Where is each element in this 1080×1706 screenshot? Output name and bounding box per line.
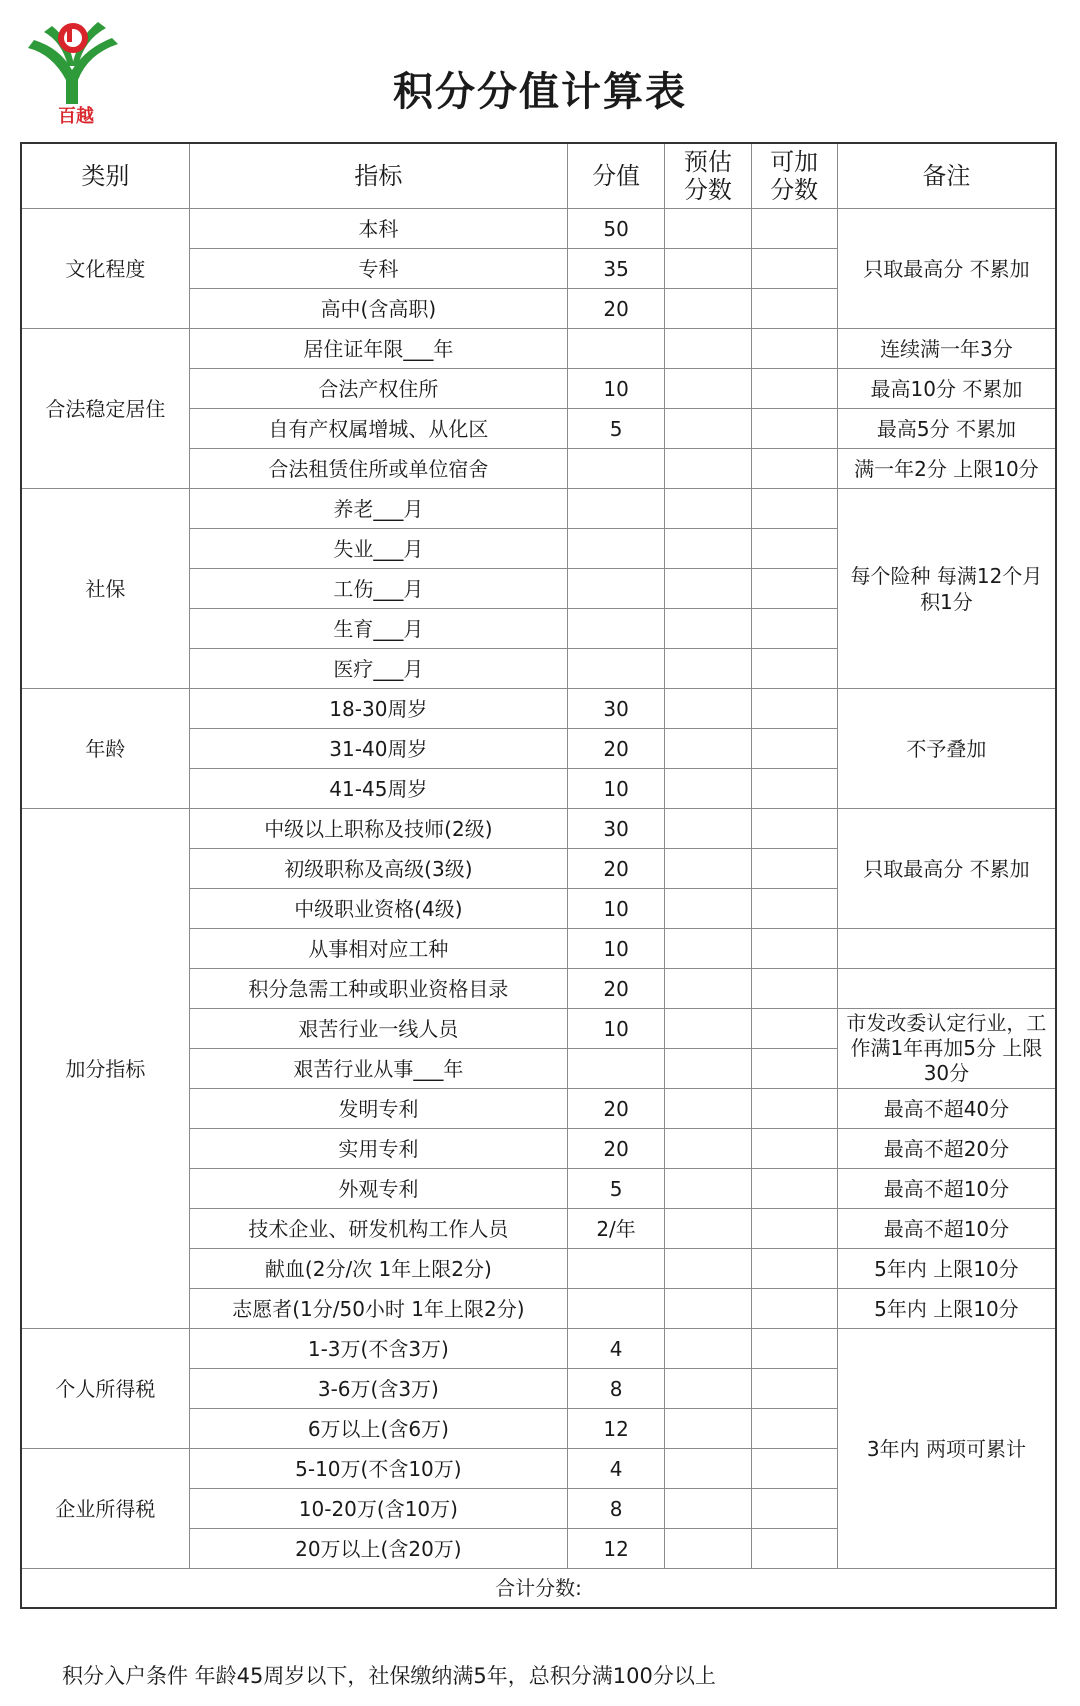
estimate-cell[interactable] [665, 409, 751, 449]
score-cell [567, 489, 664, 529]
header-note: 备注 [837, 143, 1056, 209]
category-personal-tax: 个人所得税 [21, 1329, 189, 1449]
estimate-cell[interactable] [665, 1449, 751, 1489]
indicator-cell: 中级职业资格(4级) [189, 889, 567, 929]
estimate-cell[interactable] [665, 1249, 751, 1289]
score-cell: 10 [567, 929, 664, 969]
category-corporate-tax: 企业所得税 [21, 1449, 189, 1569]
score-cell: 8 [567, 1369, 664, 1409]
score-cell [567, 529, 664, 569]
extra-cell[interactable] [751, 929, 837, 969]
indicator-cell: 合法租赁住所或单位宿舍 [189, 449, 567, 489]
indicator-cell: 6万以上(含6万) [189, 1409, 567, 1449]
indicator-cell: 专科 [189, 249, 567, 289]
category-social: 社保 [21, 489, 189, 689]
note-cell: 最高不超40分 [837, 1089, 1056, 1129]
indicator-cell: 生育___月 [189, 609, 567, 649]
total-label: 合计分数: [21, 1569, 1056, 1609]
extra-cell[interactable] [751, 1489, 837, 1529]
indicator-cell: 20万以上(含20万) [189, 1529, 567, 1569]
score-cell: 20 [567, 289, 664, 329]
score-cell: 20 [567, 849, 664, 889]
score-cell [567, 649, 664, 689]
table-row [21, 689, 1056, 729]
note-cell: 最高不超20分 [837, 1129, 1056, 1169]
score-cell: 5 [567, 409, 664, 449]
category-residence: 合法稳定居住 [21, 329, 189, 489]
indicator-cell: 10-20万(含10万) [189, 1489, 567, 1529]
table-row [21, 809, 1056, 849]
estimate-cell[interactable] [665, 1049, 751, 1089]
extra-cell[interactable] [751, 1369, 837, 1409]
extra-cell[interactable] [751, 1209, 837, 1249]
table-row [21, 1329, 1056, 1369]
score-cell: 4 [567, 1329, 664, 1369]
extra-cell[interactable] [751, 1329, 837, 1369]
score-cell [567, 609, 664, 649]
table-row [21, 329, 1056, 369]
extra-cell[interactable] [751, 249, 837, 289]
note-cell: 满一年2分 上限10分 [837, 449, 1056, 489]
score-cell [567, 1049, 664, 1089]
score-cell: 5 [567, 1169, 664, 1209]
score-cell: 10 [567, 1009, 664, 1049]
indicator-cell: 实用专利 [189, 1129, 567, 1169]
estimate-cell[interactable] [665, 1169, 751, 1209]
score-cell: 30 [567, 689, 664, 729]
score-cell: 4 [567, 1449, 664, 1489]
category-age: 年龄 [21, 689, 189, 809]
score-cell [567, 569, 664, 609]
extra-cell[interactable] [751, 329, 837, 369]
estimate-cell[interactable] [665, 1009, 751, 1049]
estimate-cell[interactable] [665, 369, 751, 409]
header-score: 分值 [567, 143, 664, 209]
estimate-cell[interactable] [665, 729, 751, 769]
estimate-cell[interactable] [665, 969, 751, 1009]
indicator-cell: 合法产权住所 [189, 369, 567, 409]
indicator-cell: 养老___月 [189, 489, 567, 529]
score-cell: 8 [567, 1489, 664, 1529]
table-row [21, 209, 1056, 249]
indicator-cell: 3-6万(含3万) [189, 1369, 567, 1409]
score-cell: 10 [567, 369, 664, 409]
extra-cell[interactable] [751, 1409, 837, 1449]
score-cell: 10 [567, 889, 664, 929]
estimate-cell[interactable] [665, 889, 751, 929]
estimate-cell[interactable] [665, 1289, 751, 1329]
extra-cell[interactable] [751, 1289, 837, 1329]
extra-cell[interactable] [751, 1049, 837, 1089]
score-cell [567, 1249, 664, 1289]
note-cell [837, 969, 1056, 1009]
score-cell [567, 449, 664, 489]
indicator-cell: 艰苦行业一线人员 [189, 1009, 567, 1049]
indicator-cell: 发明专利 [189, 1089, 567, 1129]
estimate-cell[interactable] [665, 489, 751, 529]
estimate-cell[interactable] [665, 849, 751, 889]
extra-cell[interactable] [751, 569, 837, 609]
extra-cell[interactable] [751, 1449, 837, 1489]
estimate-cell[interactable] [665, 1209, 751, 1249]
extra-cell[interactable] [751, 1089, 837, 1129]
indicator-cell: 1-3万(不含3万) [189, 1329, 567, 1369]
note-cell: 最高不超10分 [837, 1169, 1056, 1209]
indicator-cell: 本科 [189, 209, 567, 249]
category-education: 文化程度 [21, 209, 189, 329]
extra-cell[interactable] [751, 289, 837, 329]
indicator-cell: 中级以上职称及技师(2级) [189, 809, 567, 849]
category-bonus: 加分指标 [21, 809, 189, 1329]
note-cell: 最高10分 不累加 [837, 369, 1056, 409]
extra-cell[interactable] [751, 969, 837, 1009]
extra-cell[interactable] [751, 1529, 837, 1569]
footer-note: 积分入户条件 年龄45周岁以下，社保缴纳满5年，总积分满100分以上 [62, 1664, 716, 1688]
estimate-cell[interactable] [665, 1089, 751, 1129]
note-cell: 只取最高分 不累加 [837, 809, 1056, 929]
estimate-cell[interactable] [665, 689, 751, 729]
indicator-cell: 5-10万(不含10万) [189, 1449, 567, 1489]
estimate-cell[interactable] [665, 1489, 751, 1529]
extra-cell[interactable] [751, 809, 837, 849]
estimate-cell[interactable] [665, 1329, 751, 1369]
estimate-cell[interactable] [665, 449, 751, 489]
indicator-cell: 自有产权属增城、从化区 [189, 409, 567, 449]
page-title: 积分分值计算表 [393, 69, 687, 115]
note-cell: 3年内 两项可累计 [837, 1329, 1056, 1569]
estimate-cell[interactable] [665, 289, 751, 329]
estimate-cell[interactable] [665, 249, 751, 289]
header-row [21, 143, 1056, 209]
indicator-cell: 31-40周岁 [189, 729, 567, 769]
estimate-cell[interactable] [665, 209, 751, 249]
extra-cell[interactable] [751, 689, 837, 729]
extra-cell[interactable] [751, 489, 837, 529]
indicator-cell: 高中(含高职) [189, 289, 567, 329]
header-estimate: 预估分数 [665, 143, 751, 209]
indicator-cell: 18-30周岁 [189, 689, 567, 729]
indicator-cell: 艰苦行业从事___年 [189, 1049, 567, 1089]
score-cell: 12 [567, 1529, 664, 1569]
estimate-cell[interactable] [665, 1409, 751, 1449]
score-cell: 20 [567, 1089, 664, 1129]
score-cell: 20 [567, 969, 664, 1009]
estimate-cell[interactable] [665, 609, 751, 649]
score-cell: 35 [567, 249, 664, 289]
header-indicator: 指标 [189, 143, 567, 209]
logo-text: 百越 [58, 106, 94, 126]
extra-cell[interactable] [751, 409, 837, 449]
header-extra: 可加分数 [751, 143, 837, 209]
estimate-cell[interactable] [665, 1369, 751, 1409]
score-cell: 10 [567, 769, 664, 809]
indicator-cell: 志愿者(1分/50小时 1年上限2分) [189, 1289, 567, 1329]
note-cell: 最高不超10分 [837, 1209, 1056, 1249]
score-cell: 20 [567, 729, 664, 769]
estimate-cell[interactable] [665, 809, 751, 849]
indicator-cell: 工伤___月 [189, 569, 567, 609]
indicator-cell: 医疗___月 [189, 649, 567, 689]
indicator-cell: 居住证年限___年 [189, 329, 567, 369]
estimate-cell[interactable] [665, 529, 751, 569]
extra-cell[interactable] [751, 609, 837, 649]
estimate-cell[interactable] [665, 329, 751, 369]
total-row [21, 1569, 1056, 1609]
extra-cell[interactable] [751, 1129, 837, 1169]
estimate-cell[interactable] [665, 1129, 751, 1169]
extra-cell[interactable] [751, 769, 837, 809]
indicator-cell: 外观专利 [189, 1169, 567, 1209]
extra-cell[interactable] [751, 1009, 837, 1049]
estimate-cell[interactable] [665, 569, 751, 609]
note-cell: 每个险种 每满12个月积1分 [837, 489, 1056, 689]
estimate-cell[interactable] [665, 769, 751, 809]
score-table [20, 142, 1057, 1609]
note-cell: 最高5分 不累加 [837, 409, 1056, 449]
indicator-cell: 献血(2分/次 1年上限2分) [189, 1249, 567, 1289]
score-cell: 30 [567, 809, 664, 849]
extra-cell[interactable] [751, 1169, 837, 1209]
header-category: 类别 [21, 143, 189, 209]
extra-cell[interactable] [751, 849, 837, 889]
score-cell: 2/年 [567, 1209, 664, 1249]
indicator-cell: 失业___月 [189, 529, 567, 569]
extra-cell[interactable] [751, 209, 837, 249]
note-cell: 5年内 上限10分 [837, 1249, 1056, 1289]
note-cell: 5年内 上限10分 [837, 1289, 1056, 1329]
score-cell: 20 [567, 1129, 664, 1169]
indicator-cell: 从事相对应工种 [189, 929, 567, 969]
score-cell: 12 [567, 1409, 664, 1449]
indicator-cell: 初级职称及高级(3级) [189, 849, 567, 889]
indicator-cell: 积分急需工种或职业资格目录 [189, 969, 567, 1009]
extra-cell[interactable] [751, 649, 837, 689]
extra-cell[interactable] [751, 369, 837, 409]
extra-cell[interactable] [751, 449, 837, 489]
extra-cell[interactable] [751, 729, 837, 769]
extra-cell[interactable] [751, 529, 837, 569]
note-cell [837, 929, 1056, 969]
note-cell: 连续满一年3分 [837, 329, 1056, 369]
note-cell: 市发改委认定行业，工作满1年再加5分 上限30分 [837, 1009, 1056, 1089]
estimate-cell[interactable] [665, 929, 751, 969]
indicator-cell: 技术企业、研发机构工作人员 [189, 1209, 567, 1249]
estimate-cell[interactable] [665, 1529, 751, 1569]
indicator-cell: 41-45周岁 [189, 769, 567, 809]
note-cell: 只取最高分 不累加 [837, 209, 1056, 329]
estimate-cell[interactable] [665, 649, 751, 689]
table-row [21, 489, 1056, 529]
score-cell: 50 [567, 209, 664, 249]
score-cell [567, 329, 664, 369]
score-cell [567, 1289, 664, 1329]
note-cell: 不予叠加 [837, 689, 1056, 809]
extra-cell[interactable] [751, 889, 837, 929]
extra-cell[interactable] [751, 1249, 837, 1289]
